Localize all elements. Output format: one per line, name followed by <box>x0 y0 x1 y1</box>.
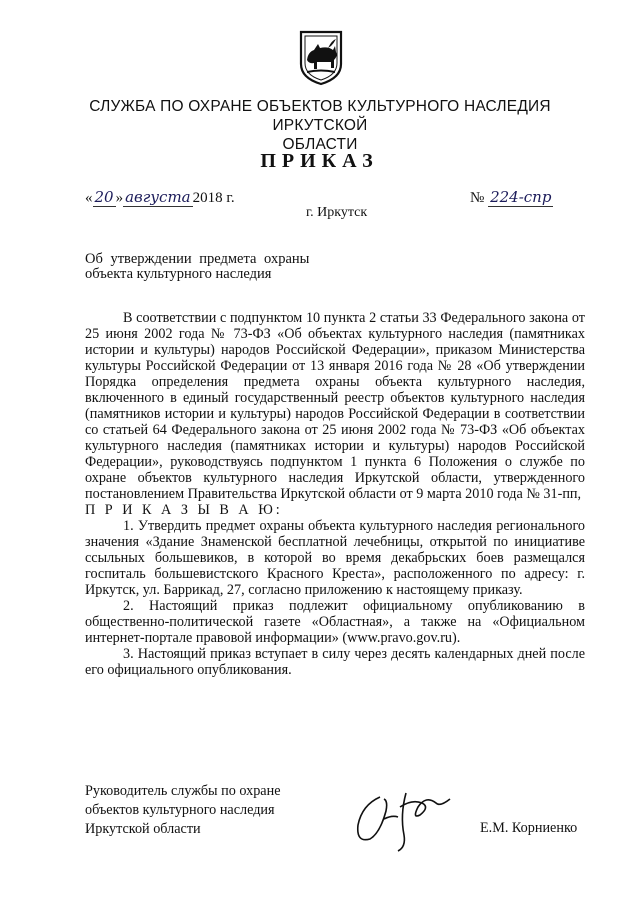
date-quote-open: « <box>85 190 93 206</box>
orders-heading: П Р И К А З Ы В А Ю: <box>85 502 283 518</box>
preamble-paragraph: В соответствии с подпунктом 10 пункта 2 статьи 33 Федерального закона от 25 июня 2002 года № 73-ФЗ «Об объектах культурного наследия (памятниках истории и культуры) народов Российской Федерации», приказом Министерства культуры Российской Федерации от 13 января 2016 года № 28 «Об утверждении Порядка определения предмета охраны объекта культурного наследия, включенного в единый государственный реестр объектов культурного наследия (памятников истории и культуры) народов Российской Федерации в соответствии со статьей 64 Федерального закона от 25 июня 2002 года № 73-ФЗ «Об объектах культурного наследия (памятниках истории и культуры) народов Российской Федерации», руководствуясь подпунктом 1 пункта 6 Положения о службе по охране объектов культурного наследия Иркутской области, утвержденного постановлением Правительства Иркутской области от 9 марта 2010 года № 31-пп, <box>85 310 585 502</box>
date-quote-close: » <box>115 190 124 206</box>
subject-line1: Об утверждении предмета охраны <box>85 251 310 267</box>
signatory-title <box>85 782 345 839</box>
document-date <box>85 188 235 207</box>
document-body <box>85 310 585 678</box>
number-label: № <box>470 190 485 206</box>
order-item-1: 1. Утвердить предмет охраны объекта культурного наследия регионального значения «Здание Знаменской бесплатной лечебницы, открытой по инициативе ссыльных большевиков, в которой во время декабрьских боев размещался госпиталь большевистского Красного Креста», расположенного по адресу: г. Иркутск, ул. Баррикад, 27, согласно приложению к настоящему приказу. <box>85 518 585 598</box>
order-item-3: 3. Настоящий приказ вступает в силу через десять календарных дней после его официального опубликования. <box>85 646 585 678</box>
document-type-heading: ПРИКАЗ <box>260 150 379 172</box>
subject-line2: объекта культурного наследия <box>85 266 272 282</box>
document-number <box>470 188 553 207</box>
signatory-name: Е.М. Корниенко <box>480 820 578 836</box>
organization-title-line2: ОБЛАСТИ <box>282 136 358 153</box>
date-day: 20 <box>94 188 114 206</box>
document-city: г. Иркутск <box>306 205 368 220</box>
signatory-title-line1: Руководитель службы по охране <box>85 783 281 799</box>
organization-title-line1: СЛУЖБА ПО ОХРАНЕ ОБЪЕКТОВ КУЛЬТУРНОГО НАСЛЕДИЯ ИРКУТСКОЙ <box>89 98 551 134</box>
date-year: 2018 г. <box>192 190 235 206</box>
signatory-title-line2: объектов культурного наследия <box>85 802 275 818</box>
date-month: августа <box>125 188 191 206</box>
handwritten-signature-icon <box>340 785 480 855</box>
organization-title <box>60 97 580 154</box>
signatory-title-line3: Иркутской области <box>85 821 201 837</box>
number-value: 224-спр <box>490 188 552 206</box>
irkutsk-coat-of-arms-icon <box>298 30 344 86</box>
document-subject <box>85 252 365 282</box>
order-item-2: 2. Настоящий приказ подлежит официальному опубликованию в общественно-политической газете «Областная», а также на «Официальном интернет-портале правовой информации» (www.pravo.gov.ru). <box>85 598 585 646</box>
